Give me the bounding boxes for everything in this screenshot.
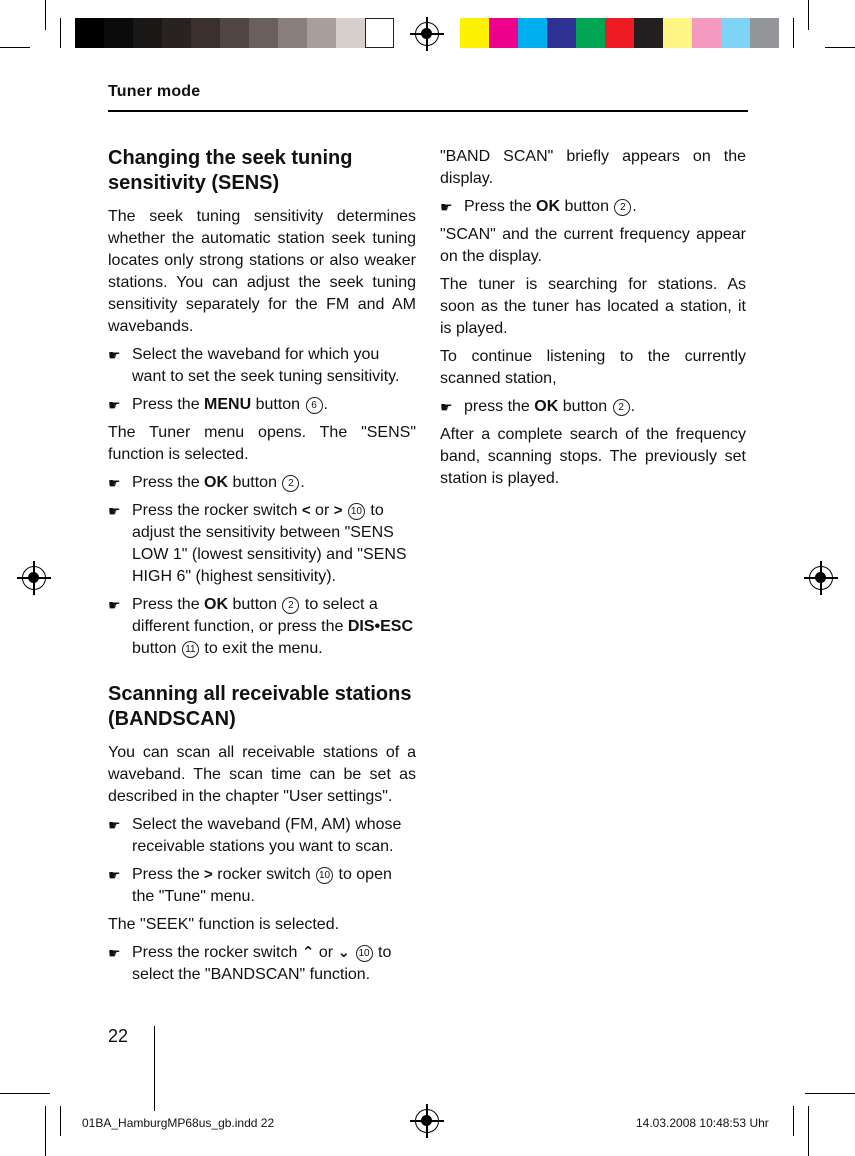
color-swatch <box>249 18 278 48</box>
pointing-hand-icon: ☛ <box>108 867 121 883</box>
color-swatch <box>460 18 489 48</box>
callout-number: 11 <box>182 641 199 658</box>
color-swatch <box>489 18 518 48</box>
color-swatch <box>692 18 721 48</box>
header-rule <box>108 110 748 112</box>
instruction-step: ☛ Select the waveband (FM, AM) whose receivable stations you want to scan. <box>108 816 402 855</box>
crop-mark <box>45 0 46 30</box>
pointing-hand-icon: ☛ <box>108 347 121 363</box>
paragraph: "BAND SCAN" briefly appears on the display. <box>440 148 746 187</box>
color-swatch <box>220 18 249 48</box>
paragraph: The tuner is searching for stations. As soon as the tuner has located a station, it is played. <box>440 276 746 337</box>
chevron-left-icon: < <box>301 502 311 519</box>
crop-mark <box>0 47 30 48</box>
dis-esc-key-label: DIS•ESC <box>347 618 413 635</box>
color-swatch <box>278 18 307 48</box>
crop-mark <box>793 1106 794 1136</box>
instruction-step: ☛ Press the rocker switch ⌃ or ⌄ 10 to select the "BANDSCAN" function. <box>108 944 392 983</box>
pointing-hand-icon: ☛ <box>108 475 121 491</box>
paragraph: The seek tuning sensitivity determines whether the automatic station seek tuning locates only strong stations or also weaker stations. You can adjust the seek tuning sensitivity separately for the FM and AM wavebands. <box>108 208 416 335</box>
callout-number: 2 <box>282 597 299 614</box>
process-color-bar <box>460 18 779 48</box>
color-swatch <box>307 18 336 48</box>
ok-key-label: OK <box>204 474 229 491</box>
chevron-right-icon: > <box>204 866 213 883</box>
callout-number: 2 <box>614 199 631 216</box>
pointing-hand-icon: ☛ <box>108 503 121 519</box>
callout-number: 2 <box>613 399 630 416</box>
paragraph: The "SEEK" function is selected. <box>108 916 340 933</box>
chevron-right-icon: > <box>333 502 343 519</box>
crop-mark <box>808 0 809 30</box>
color-swatch <box>336 18 365 48</box>
instruction-step: ☛ Press the OK button 2 . <box>440 196 746 218</box>
registration-mark-icon <box>415 22 439 46</box>
callout-number: 10 <box>348 503 365 520</box>
callout-number: 2 <box>282 475 299 492</box>
crop-mark <box>0 1093 50 1094</box>
instruction-step: ☛ Press the MENU button 6 . <box>108 394 416 416</box>
ok-key-label: OK <box>536 198 561 215</box>
registration-mark-icon <box>809 566 833 590</box>
page-number: 22 <box>108 1026 129 1046</box>
color-swatch <box>75 18 104 48</box>
color-swatch <box>162 18 191 48</box>
instruction-step: ☛ Select the waveband for which you want to set the seek tuning sensitivity. <box>108 346 400 385</box>
paragraph: "SCAN" and the current frequency appear on the display. <box>440 226 746 265</box>
color-swatch <box>191 18 220 48</box>
callout-number: 6 <box>306 397 323 414</box>
color-swatch <box>133 18 162 48</box>
gutter-mark <box>154 1026 155 1111</box>
instruction-step: ☛ Press the > rocker switch 10 to open the "Tune" menu. <box>108 866 392 905</box>
paragraph: You can scan all receivable stations of a waveband. The scan time can be set as described in the chapter "User settings". <box>108 744 416 805</box>
color-swatch <box>750 18 779 48</box>
callout-number: 10 <box>356 945 373 962</box>
section-title-bandscan: Scanning all receivable stations (BANDSCAN) <box>108 683 412 730</box>
crop-mark <box>805 1093 855 1094</box>
color-swatch <box>721 18 750 48</box>
color-swatch <box>634 18 663 48</box>
crop-mark <box>60 18 61 48</box>
grayscale-color-bar <box>75 18 394 48</box>
chevron-down-icon: ⌄ <box>337 944 351 961</box>
pointing-hand-icon: ☛ <box>108 817 121 833</box>
color-swatch <box>365 18 394 48</box>
paragraph: After a complete search of the frequency band, scanning stops. The previously set station is played. <box>440 426 746 487</box>
instruction-step: ☛ Press the OK button 2 to select a different function, or press the DIS•ESC button 11 to exit the menu. <box>108 596 413 657</box>
pointing-hand-icon: ☛ <box>108 597 121 613</box>
crop-mark <box>825 47 855 48</box>
section-header: Tuner mode <box>108 83 201 100</box>
color-swatch <box>547 18 576 48</box>
crop-mark <box>60 1106 61 1136</box>
instruction-step: ☛ Press the rocker switch < or > 10 to adjust the sensitivity between "SENS LOW 1" (lowest sensitivity) and "SENS HIGH 6" (highest sensitivity). <box>108 502 407 585</box>
color-swatch <box>104 18 133 48</box>
ok-key-label: OK <box>204 596 229 613</box>
section-title-sens: Changing the seek tuning sensitivity (SENS) <box>108 147 353 194</box>
instruction-step: ☛ press the OK button 2 . <box>440 396 746 418</box>
menu-key-label: MENU <box>204 396 252 413</box>
registration-mark-icon <box>22 566 46 590</box>
pointing-hand-icon: ☛ <box>108 945 121 961</box>
color-swatch <box>605 18 634 48</box>
left-column <box>108 146 416 992</box>
pointing-hand-icon: ☛ <box>440 199 453 215</box>
color-swatch <box>518 18 547 48</box>
color-swatch <box>576 18 605 48</box>
registration-mark-icon <box>415 1109 439 1133</box>
ok-key-label: OK <box>534 398 559 415</box>
crop-mark <box>808 1106 809 1156</box>
instruction-step: ☛ Press the OK button 2 . <box>108 472 416 494</box>
print-timestamp: 14.03.2008 10:48:53 Uhr <box>636 1116 769 1130</box>
color-swatch <box>663 18 692 48</box>
chevron-up-icon: ⌃ <box>301 944 315 961</box>
right-column <box>440 146 746 496</box>
crop-mark <box>45 1106 46 1156</box>
paragraph: The Tuner menu opens. The "SENS" function is selected. <box>108 424 416 463</box>
paragraph: To continue listening to the currently scanned station, <box>440 348 746 387</box>
pointing-hand-icon: ☛ <box>108 397 121 413</box>
crop-mark <box>793 18 794 48</box>
pointing-hand-icon: ☛ <box>440 399 453 415</box>
callout-number: 10 <box>316 867 333 884</box>
print-file-slug: 01BA_HamburgMP68us_gb.indd 22 <box>82 1116 275 1130</box>
